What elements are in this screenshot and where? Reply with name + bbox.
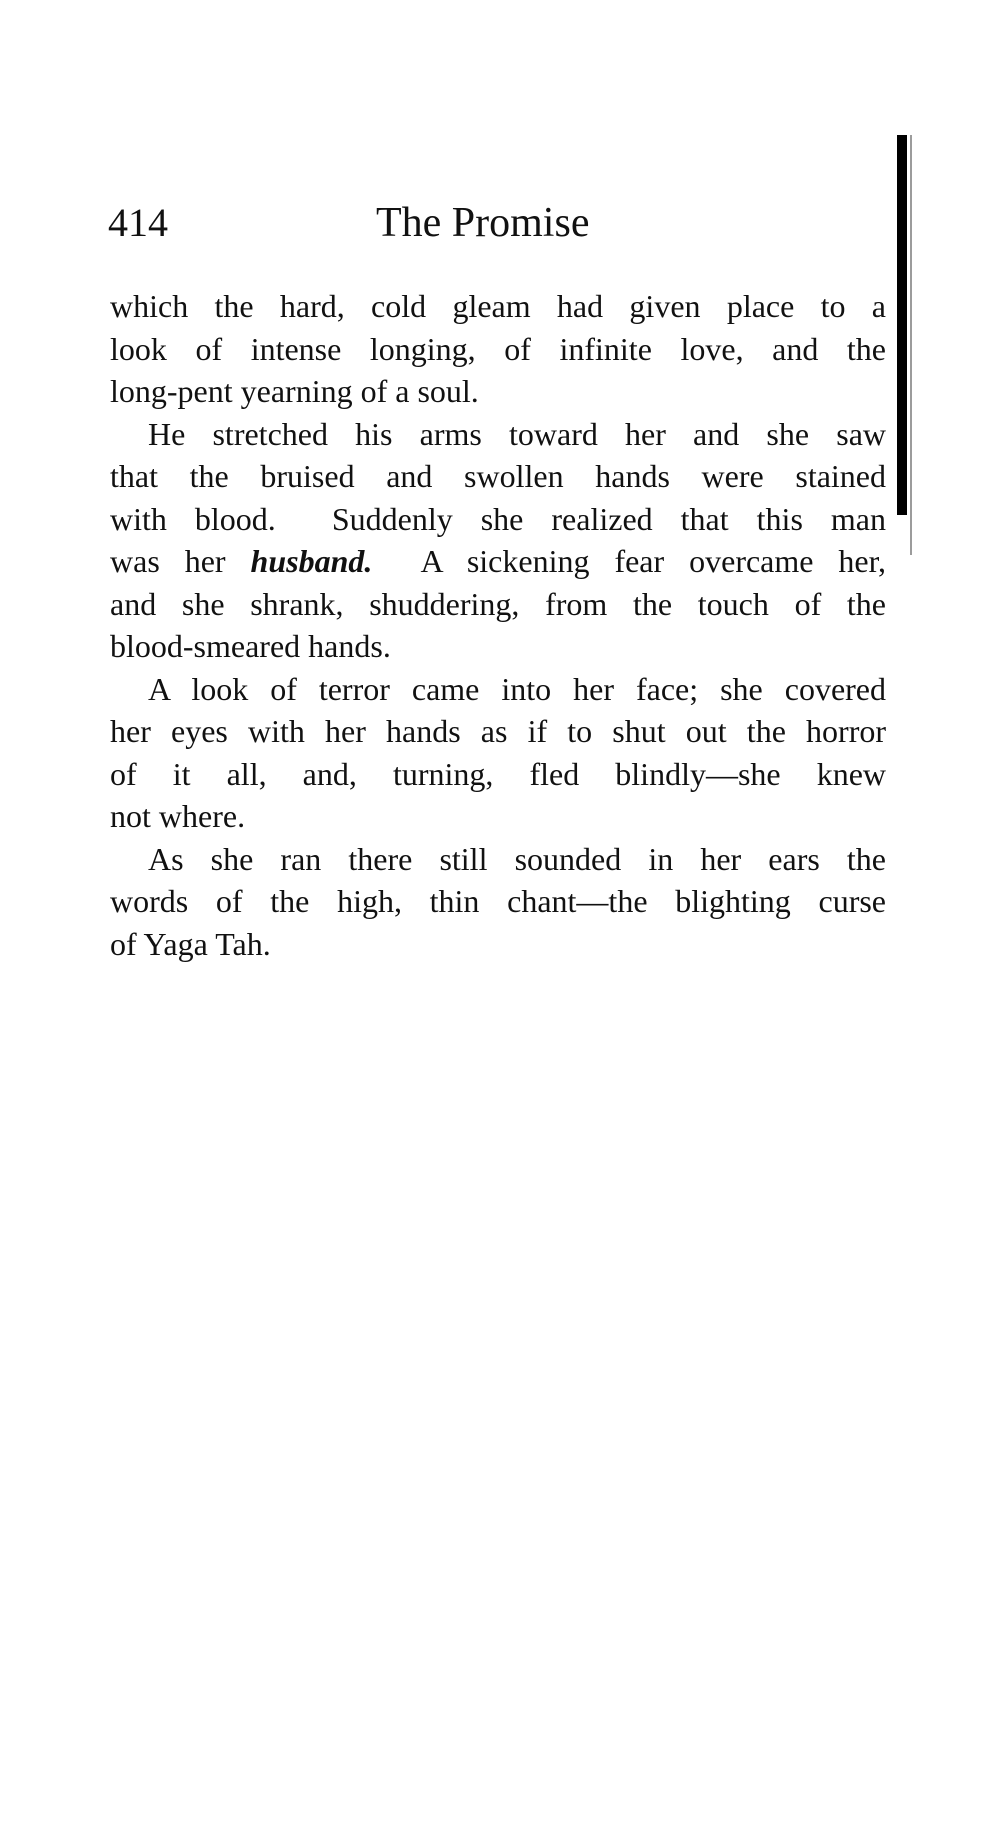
paragraph-1 (110, 285, 886, 413)
text-line: words of the high, thin chant—the blighting curse (110, 883, 886, 919)
scan-edge-bar (897, 135, 907, 515)
text-line: As she ran there still sounded in her ears the (148, 840, 886, 877)
text-line: He stretched his arms toward her and she saw (148, 415, 886, 452)
paragraph-3 (110, 668, 886, 838)
scan-edge-shadow (910, 135, 912, 555)
text-line-with-emphasis (110, 540, 886, 583)
paragraph-2 (110, 413, 886, 668)
paragraph-4 (110, 838, 886, 966)
text-run: was her (110, 543, 251, 579)
page-number: 414 (108, 200, 168, 245)
text-line: A look of terror came into her face; she covered (148, 670, 886, 707)
text-line: of Yaga Tah. (110, 925, 271, 962)
running-head (108, 193, 888, 253)
text-line: not where. (110, 798, 246, 834)
text-line: with blood. Suddenly she realized that this man (110, 500, 886, 537)
body-text (110, 285, 886, 965)
text-line: long-pent yearning of a soul. (110, 373, 479, 409)
running-title: The Promise (376, 200, 590, 246)
text-line: that the bruised and swollen hands were stained (110, 458, 886, 494)
text-line: blood-smeared hands. (110, 628, 391, 664)
text-line: her eyes with her hands as if to shut out the horror (110, 713, 886, 749)
emphasized-word: husband. (250, 543, 373, 579)
text-run: A sickening fear overcame her, (372, 543, 887, 579)
text-line: and she shrank, shuddering, from the touch of the (110, 585, 886, 622)
text-line: of it all, and, turning, fled blindly—she knew (110, 755, 886, 792)
text-line: which the hard, cold gleam had given place to a (110, 288, 886, 324)
text-line: look of intense longing, of infinite love, and the (110, 330, 886, 367)
